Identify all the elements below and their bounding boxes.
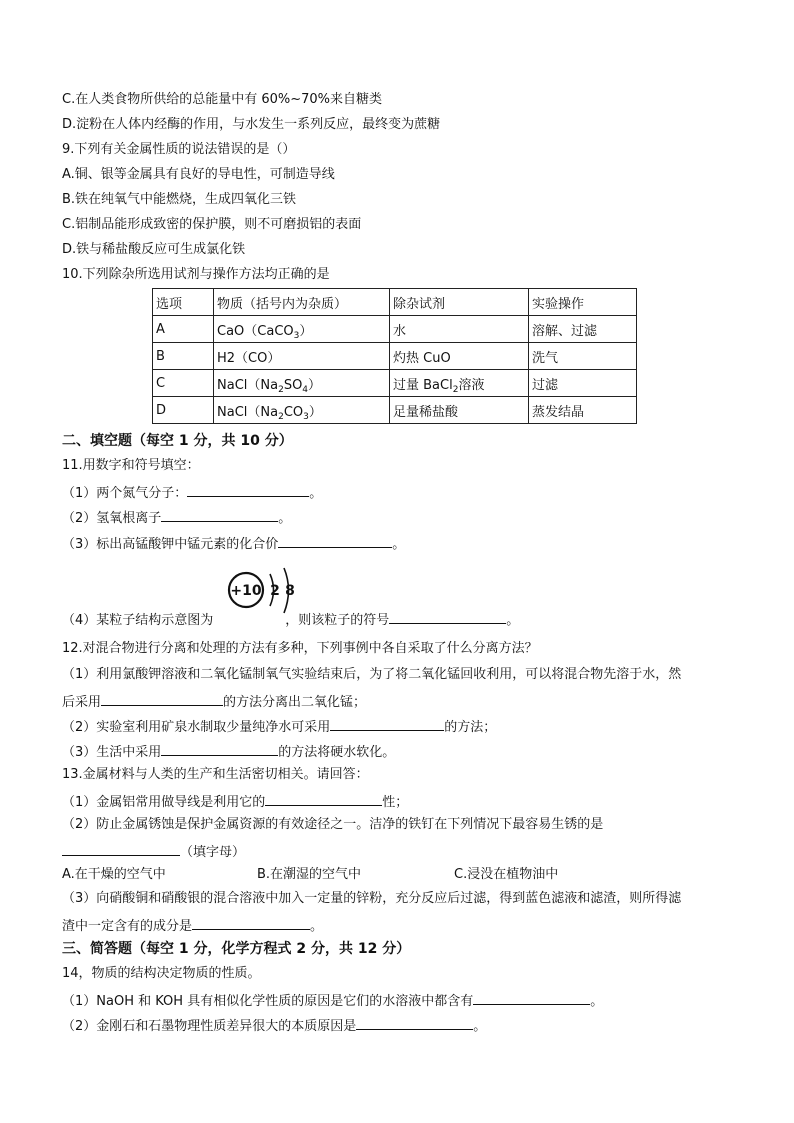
nucleus-charge: +10 bbox=[230, 583, 262, 599]
q11-part2: （2）氢氧根离子 。 bbox=[62, 507, 291, 528]
row-operation: 溶解、过滤 bbox=[529, 316, 637, 343]
header-option: 选项 bbox=[153, 289, 214, 316]
header-reagent: 除杂试剂 bbox=[390, 289, 529, 316]
q10-table bbox=[152, 288, 637, 424]
answer-blank[interactable] bbox=[187, 482, 309, 497]
q13-stem: 13.金属材料与人类的生产和生活密切相关。请回答： bbox=[62, 767, 369, 782]
row-operation: 过滤 bbox=[529, 370, 637, 397]
q13-part3-line1: （3）向硝酸铜和硝酸银的混合溶液中加入一定量的锌粉，充分反应后过滤，得到蓝色滤液和滤渣，则所得滤 bbox=[62, 891, 682, 906]
row-substance: H2（CO） bbox=[214, 343, 390, 370]
q9-option-a: A.铜、银等金属具有良好的导电性，可制造导线 bbox=[62, 167, 335, 182]
header-operation: 实验操作 bbox=[529, 289, 637, 316]
answer-blank[interactable] bbox=[389, 609, 506, 624]
answer-blank[interactable] bbox=[161, 507, 278, 522]
answer-blank[interactable] bbox=[265, 791, 382, 806]
q8-option-d: D.淀粉在人体内经酶的作用，与水发生一系列反应，最终变为蔗糖 bbox=[62, 117, 441, 132]
row-option: B bbox=[153, 343, 214, 370]
row-reagent: 水 bbox=[390, 316, 529, 343]
q12-part3: （3）生活中采用 的方法将硬水软化。 bbox=[62, 741, 395, 762]
q13-part2-answer: （填字母） bbox=[62, 841, 245, 862]
q14-part2: （2）金刚石和石墨物理性质差异很大的本质原因是 。 bbox=[62, 1015, 486, 1036]
answer-blank[interactable] bbox=[473, 990, 590, 1005]
answer-blank[interactable] bbox=[101, 691, 223, 706]
row-operation: 洗气 bbox=[529, 343, 637, 370]
q13-option-b: B.在潮湿的空气中 bbox=[257, 867, 362, 882]
q13-part3-line2: 渣中一定含有的成分是 。 bbox=[62, 915, 323, 936]
row-substance: CaO（CaCO$_3$） bbox=[214, 316, 390, 343]
answer-blank[interactable] bbox=[192, 915, 310, 930]
answer-blank[interactable] bbox=[62, 841, 180, 856]
q12-part1-line2: 后采用 的方法分离出二氧化锰； bbox=[62, 691, 366, 712]
table-header-row bbox=[153, 289, 637, 316]
row-substance: $NaCl(Na_2SO_4)$ bbox=[214, 370, 390, 397]
q9-stem: 9.下列有关金属性质的说法错误的是（） bbox=[62, 142, 296, 157]
row-option: A bbox=[153, 316, 214, 343]
q9-option-d: D.铁与稀盐酸反应可生成氯化铁 bbox=[62, 242, 246, 257]
q11-part3: （3）标出高锰酸钾中锰元素的化合价 。 bbox=[62, 533, 405, 554]
row-option: D bbox=[153, 397, 214, 424]
q11-part4: （4）某粒子结构示意图为 ，则该粒子的符号 。 bbox=[62, 609, 519, 630]
table-row bbox=[153, 343, 637, 370]
q14-stem: 14，物质的结构决定物质的性质。 bbox=[62, 966, 261, 981]
q12-part1-line1: （1）利用氯酸钾溶液和二氧化锰制氧气实验结束后，为了将二氧化锰回收利用，可以将混合物先溶于水，然 bbox=[62, 667, 682, 682]
shell-2-electrons: 8 bbox=[285, 583, 295, 599]
answer-blank[interactable] bbox=[330, 716, 444, 731]
q14-part1: （1）NaOH 和 KOH 具有相似化学性质的原因是它们的水溶液中都含有 。 bbox=[62, 990, 603, 1011]
q13-option-a: A.在干燥的空气中 bbox=[62, 867, 166, 882]
answer-blank[interactable] bbox=[356, 1015, 473, 1030]
q10-stem: 10.下列除杂所选用试剂与操作方法均正确的是 bbox=[62, 267, 330, 282]
section-2-title: 二、填空题（每空 1 分，共 10 分） bbox=[62, 433, 293, 449]
q11-stem: 11.用数字和符号填空： bbox=[62, 458, 200, 473]
q13-part2: （2）防止金属锈蚀是保护金属资源的有效途径之一。洁净的铁钉在下列情况下最容易生锈的是 bbox=[62, 817, 604, 832]
q13-part1: （1）金属铝常用做导线是利用它的 性； bbox=[62, 791, 408, 812]
row-option: C bbox=[153, 370, 214, 397]
q8-option-c: C.在人类食物所供给的总能量中有 60%~70%来自糖类 bbox=[62, 92, 383, 107]
table-row bbox=[153, 397, 637, 424]
shell-1-electrons: 2 bbox=[270, 583, 280, 599]
q11-part1: （1）两个氮气分子： 。 bbox=[62, 482, 322, 503]
section-3-title: 三、简答题（每空 1 分，化学方程式 2 分，共 12 分） bbox=[62, 941, 411, 957]
table-row bbox=[153, 370, 637, 397]
row-reagent: 过量 BaCl$_2$溶液 bbox=[390, 370, 529, 397]
q12-stem: 12.对混合物进行分离和处理的方法有多种，下列事例中各自采取了什么分离方法？ bbox=[62, 641, 538, 656]
table-row bbox=[153, 316, 637, 343]
q9-option-c: C.铝制品能形成致密的保护膜，则不可磨损铝的表面 bbox=[62, 217, 362, 232]
row-reagent: 足量稀盐酸 bbox=[390, 397, 529, 424]
row-substance: $NaCl(Na_2CO_3)$ bbox=[214, 397, 390, 424]
answer-blank[interactable] bbox=[278, 533, 392, 548]
q9-option-b: B.铁在纯氧气中能燃烧，生成四氧化三铁 bbox=[62, 192, 297, 207]
row-operation: 蒸发结晶 bbox=[529, 397, 637, 424]
answer-blank[interactable] bbox=[161, 741, 278, 756]
header-substance: 物质（括号内为杂质） bbox=[214, 289, 390, 316]
row-reagent: 灼热 CuO bbox=[390, 343, 529, 370]
q13-option-c: C.浸没在植物油中 bbox=[454, 867, 559, 882]
q12-part2: （2）实验室利用矿泉水制取少量纯净水可采用 的方法； bbox=[62, 716, 496, 737]
